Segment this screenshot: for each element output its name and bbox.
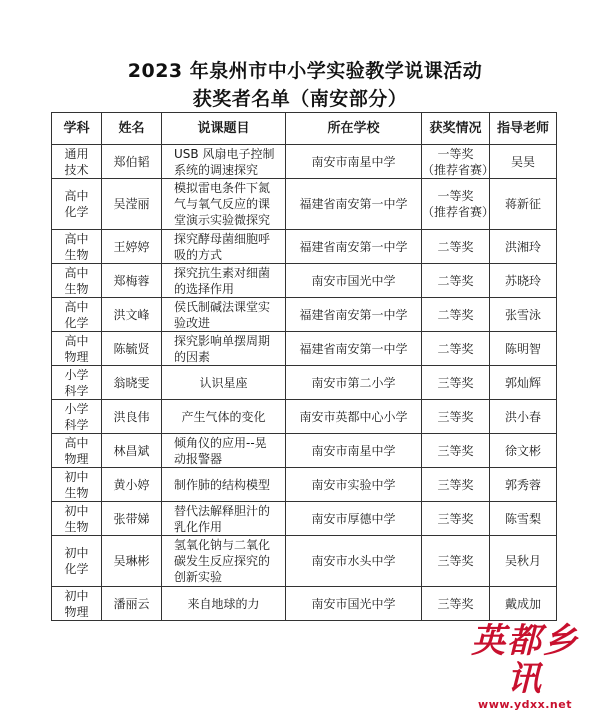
- cell-school: 南安市国光中学: [286, 587, 422, 621]
- cell-award: 三等奖: [422, 400, 490, 434]
- cell-subject: 初中 物理: [52, 587, 102, 621]
- cell-subject: 小学 科学: [52, 366, 102, 400]
- cell-award: 二等奖: [422, 264, 490, 298]
- cell-award: 三等奖: [422, 587, 490, 621]
- cell-school: 南安市实验中学: [286, 468, 422, 502]
- cell-subject: 小学 科学: [52, 400, 102, 434]
- cell-school: 南安市厚德中学: [286, 502, 422, 536]
- cell-topic: 倾角仪的应用--晃 动报警器: [162, 434, 286, 468]
- cell-award: 二等奖: [422, 332, 490, 366]
- watermark-logo: [455, 622, 595, 711]
- cell-school: 南安市国光中学: [286, 264, 422, 298]
- table-row: [52, 264, 557, 298]
- cell-award: 一等奖 （推荐省赛）: [422, 146, 495, 177]
- cell-name: 陈毓贤: [102, 332, 162, 366]
- cell-topic: USB 风扇电子控制 系统的调速探究: [162, 145, 286, 179]
- cell-award: 三等奖: [422, 434, 490, 468]
- cell-topic: 来自地球的力: [162, 587, 286, 621]
- table-row: [52, 179, 557, 230]
- cell-school: 福建省南安第一中学: [286, 332, 422, 366]
- cell-name: 林昌斌: [102, 434, 162, 468]
- cell-teacher: 吴秋月: [490, 536, 557, 587]
- cell-teacher: 洪湘玲: [490, 230, 557, 264]
- table-row: [52, 502, 557, 536]
- cell-school: 福建省南安第一中学: [286, 179, 422, 230]
- document-title: 2023 年泉州市中小学实验教学说课活动: [127, 60, 483, 82]
- cell-award: 三等奖: [422, 468, 490, 502]
- cell-teacher: 陈雪梨: [490, 502, 557, 536]
- cell-school: 南安市英都中心小学: [286, 400, 422, 434]
- cell-teacher: 郭灿辉: [490, 366, 557, 400]
- cell-subject: 初中 化学: [52, 536, 102, 587]
- cell-name: 郑伯韬: [102, 145, 162, 179]
- cell-subject: 初中 生物: [52, 468, 102, 502]
- cell-name: 张带娣: [102, 502, 162, 536]
- cell-school: 南安市第二小学: [286, 366, 422, 400]
- cell-topic: 侯氏制碱法课堂实 验改进: [162, 298, 286, 332]
- table-row: [52, 145, 557, 179]
- cell-teacher: 蒋新征: [490, 179, 557, 230]
- header-award: 获奖情况: [422, 113, 490, 145]
- cell-teacher: 陈明智: [490, 332, 557, 366]
- cell-name: 吴滢丽: [102, 179, 162, 230]
- cell-award: 一等奖 （推荐省赛）: [422, 179, 490, 230]
- cell-teacher: 洪小春: [490, 400, 557, 434]
- cell-award: 三等奖: [422, 366, 490, 400]
- table-row: [52, 366, 557, 400]
- cell-topic: 探究抗生素对细菌 的选择作用: [162, 264, 286, 298]
- watermark-text: 英都乡讯: [471, 621, 579, 699]
- cell-topic: 替代法解释胆汁的 乳化作用: [162, 502, 286, 536]
- cell-subject: 高中 化学: [52, 298, 102, 332]
- cell-teacher: 戴成加: [490, 587, 557, 621]
- cell-teacher: 郭秀蓉: [490, 468, 557, 502]
- table-row: [52, 536, 557, 587]
- cell-topic: 探究酵母菌细胞呼 吸的方式: [162, 230, 286, 264]
- cell-topic: 认识星座: [162, 366, 286, 400]
- table-row: [52, 468, 557, 502]
- cell-name: 洪良伟: [102, 400, 162, 434]
- cell-award: 三等奖: [422, 536, 490, 587]
- cell-teacher: 苏晓玲: [490, 264, 557, 298]
- table-row: [52, 298, 557, 332]
- cell-school: 南安市南星中学: [286, 145, 422, 179]
- cell-teacher: 吴昊: [490, 145, 557, 179]
- cell-name: 吴琳彬: [102, 536, 162, 587]
- header-school: 所在学校: [286, 113, 422, 145]
- table-row: [52, 230, 557, 264]
- cell-award: 三等奖: [422, 502, 490, 536]
- cell-subject: 高中 物理: [52, 332, 102, 366]
- table-row: [52, 400, 557, 434]
- cell-school: 福建省南安第一中学: [286, 230, 422, 264]
- awards-table: [51, 112, 557, 621]
- cell-school: 福建省南安第一中学: [286, 298, 422, 332]
- cell-subject: 高中 化学: [52, 179, 102, 230]
- cell-name: 翁晓雯: [102, 366, 162, 400]
- cell-topic: 产生气体的变化: [162, 400, 286, 434]
- table-row: [52, 434, 557, 468]
- cell-name: 洪文峰: [102, 298, 162, 332]
- header-teacher: 指导老师: [490, 113, 557, 145]
- table-header-row: [52, 113, 557, 145]
- cell-topic: 制作肺的结构模型: [162, 468, 286, 502]
- table-row: [52, 332, 557, 366]
- cell-topic: 模拟雷电条件下氮 气与氧气反应的课 堂演示实验微探究: [162, 179, 286, 230]
- cell-name: 黄小婷: [102, 468, 162, 502]
- cell-subject: 初中 生物: [52, 502, 102, 536]
- cell-subject: 高中 生物: [52, 230, 102, 264]
- cell-teacher: 张雪泳: [490, 298, 557, 332]
- document-subtitle: 获奖者名单（南安部分）: [192, 88, 408, 110]
- header-name: 姓名: [102, 113, 162, 145]
- cell-subject: 通用 技术: [52, 145, 102, 179]
- cell-school: 南安市水头中学: [286, 536, 422, 587]
- cell-subject: 高中 物理: [52, 434, 102, 468]
- cell-topic: 氢氧化钠与二氧化 碳发生反应探究的 创新实验: [162, 536, 286, 587]
- cell-name: 潘丽云: [102, 587, 162, 621]
- cell-award: 二等奖: [422, 230, 490, 264]
- header-topic: 说课题目: [162, 113, 286, 145]
- cell-school: 南安市南星中学: [286, 434, 422, 468]
- table-row: [52, 587, 557, 621]
- cell-name: 王婷婷: [102, 230, 162, 264]
- cell-award: 二等奖: [422, 298, 490, 332]
- header-subject: 学科: [52, 113, 102, 145]
- cell-teacher: 徐文彬: [490, 434, 557, 468]
- watermark-url: www.ydxx.net: [478, 698, 572, 711]
- cell-topic: 探究影响单摆周期 的因素: [162, 332, 286, 366]
- cell-subject: 高中 生物: [52, 264, 102, 298]
- cell-name: 郑梅蓉: [102, 264, 162, 298]
